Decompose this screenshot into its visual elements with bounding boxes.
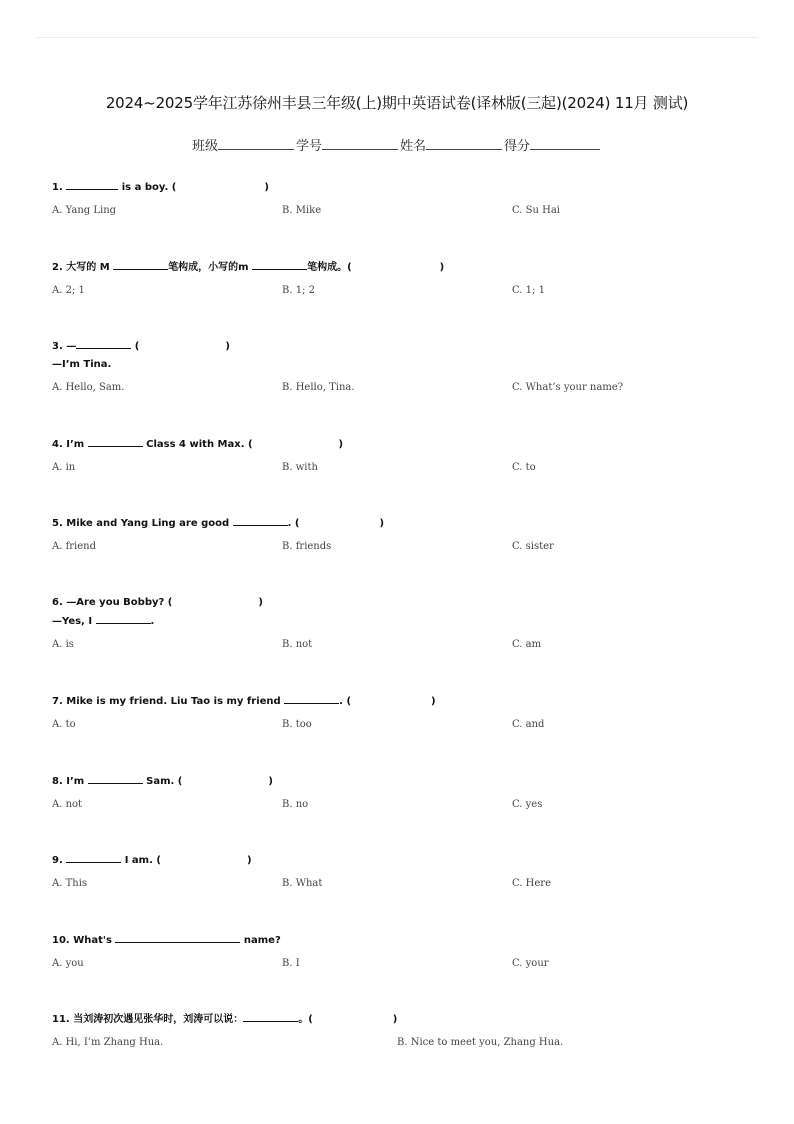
answer-blank[interactable] xyxy=(66,851,121,863)
stem-text: I’m xyxy=(66,776,88,787)
stem-text: — xyxy=(66,341,77,352)
option-b[interactable]: B. with xyxy=(282,462,318,473)
answer-blank[interactable] xyxy=(113,258,168,270)
stem-text: 。( xyxy=(298,1014,313,1025)
question-stem xyxy=(52,1010,752,1029)
stem-text: . ( xyxy=(339,696,352,707)
option-a[interactable]: A. to xyxy=(52,719,76,730)
class-field xyxy=(192,135,296,154)
name-field xyxy=(400,135,504,154)
question-stem xyxy=(52,931,752,950)
option-c[interactable]: C. your xyxy=(512,958,549,969)
answer-blank[interactable] xyxy=(76,337,131,349)
question-3 xyxy=(52,337,752,398)
question-stem-line2: —I’m Tina. xyxy=(52,359,112,370)
name-label: 姓名 xyxy=(400,139,427,154)
answer-blank[interactable] xyxy=(252,258,307,270)
question-11 xyxy=(52,1010,752,1053)
question-9 xyxy=(52,851,752,894)
question-8 xyxy=(52,772,752,815)
option-c[interactable]: C. sister xyxy=(512,541,554,552)
question-2 xyxy=(52,258,752,301)
score-blank[interactable] xyxy=(530,136,600,150)
options xyxy=(52,382,752,398)
question-7 xyxy=(52,692,752,735)
stem-text: . xyxy=(150,616,155,627)
option-b[interactable]: B. Nice to meet you, Zhang Hua. xyxy=(397,1037,564,1048)
answer-blank[interactable] xyxy=(96,612,151,624)
question-number: 1. xyxy=(52,182,63,193)
stem-text: I’m xyxy=(66,439,88,450)
stem-text: 笔构成，小写的m xyxy=(168,262,253,273)
stem-text: I am. ( xyxy=(121,855,161,866)
option-b[interactable]: B. 1; 2 xyxy=(282,285,315,296)
question-10 xyxy=(52,931,752,974)
option-a[interactable]: A. in xyxy=(52,462,76,473)
option-b[interactable]: B. no xyxy=(282,799,309,810)
options xyxy=(52,205,752,221)
stem-text: What's xyxy=(73,935,116,946)
question-1 xyxy=(52,178,752,221)
option-c[interactable]: C. Here xyxy=(512,878,551,889)
stem-text: ( xyxy=(131,341,140,352)
options xyxy=(52,639,752,655)
question-stem xyxy=(52,594,752,612)
options xyxy=(52,878,752,894)
question-number: 11. xyxy=(52,1014,70,1025)
student-info-row xyxy=(0,135,794,154)
stem-text: ) xyxy=(246,855,252,866)
stem-text: 大写的 M xyxy=(66,262,114,273)
question-number: 4. xyxy=(52,439,63,450)
option-c[interactable]: C. Su Hai xyxy=(512,205,561,216)
option-a[interactable]: A. This xyxy=(52,878,88,889)
options xyxy=(52,541,752,557)
stem-text: ) xyxy=(338,439,344,450)
answer-blank[interactable] xyxy=(88,435,143,447)
option-a[interactable]: A. not xyxy=(52,799,83,810)
question-number: 8. xyxy=(52,776,63,787)
options xyxy=(52,1037,752,1053)
option-c[interactable]: C. and xyxy=(512,719,545,730)
question-stem xyxy=(52,337,752,356)
option-b[interactable]: B. not xyxy=(282,639,313,650)
option-c[interactable]: C. to xyxy=(512,462,536,473)
option-a[interactable]: A. friend xyxy=(52,541,97,552)
answer-blank[interactable] xyxy=(284,692,339,704)
stem-text: ) xyxy=(439,262,445,273)
score-label: 得分 xyxy=(504,139,531,154)
option-a[interactable]: A. is xyxy=(52,639,74,650)
question-stem-line2 xyxy=(52,612,752,631)
question-number: 2. xyxy=(52,262,63,273)
question-4 xyxy=(52,435,752,478)
id-label: 学号 xyxy=(295,139,322,154)
stem-text: 当刘涛初次遇见张华时，刘涛可以说： xyxy=(73,1014,244,1025)
option-b[interactable]: B. friends xyxy=(282,541,332,552)
options xyxy=(52,958,752,974)
class-label: 班级 xyxy=(191,139,218,154)
class-blank[interactable] xyxy=(218,136,294,150)
question-stem xyxy=(52,692,752,711)
answer-blank[interactable] xyxy=(66,178,118,190)
option-c[interactable]: C. What’s your name? xyxy=(512,382,624,393)
answer-blank[interactable] xyxy=(88,772,143,784)
id-field xyxy=(296,135,400,154)
option-b[interactable]: B. I xyxy=(282,958,300,969)
question-stem xyxy=(52,435,752,454)
option-b[interactable]: B. Mike xyxy=(282,205,322,216)
stem-text: ) xyxy=(258,597,263,608)
option-c[interactable]: C. yes xyxy=(512,799,543,810)
header-divider xyxy=(36,37,758,38)
stem-text: 笔构成。( xyxy=(307,262,352,273)
options xyxy=(52,462,752,478)
question-stem xyxy=(52,851,752,870)
stem-text: ) xyxy=(264,182,269,193)
stem-text: ) xyxy=(268,776,273,787)
question-number: 3. xyxy=(52,341,63,352)
question-number: 9. xyxy=(52,855,63,866)
name-blank[interactable] xyxy=(426,136,502,150)
options xyxy=(52,285,752,301)
page-title: 2024~2025学年江苏徐州丰县三年级(上)期中英语试卷(译林版(三起)(2024) 11月 测试) xyxy=(105,94,689,112)
stem-text: ) xyxy=(225,341,230,352)
option-b[interactable]: B. Hello, Tina. xyxy=(282,382,355,393)
stem-text: . ( xyxy=(287,518,300,529)
stem-text: Sam. ( xyxy=(142,776,183,787)
question-5 xyxy=(52,514,752,557)
question-stem xyxy=(52,772,752,791)
stem-text: name? xyxy=(240,935,281,946)
option-c[interactable]: C. 1; 1 xyxy=(512,285,545,296)
stem-text: Mike is my friend. Liu Tao is my friend xyxy=(66,696,285,707)
stem-text: —Yes, I xyxy=(52,616,96,627)
stem-text: ) xyxy=(431,696,436,707)
answer-blank[interactable] xyxy=(233,514,288,526)
option-a[interactable]: A. 2; 1 xyxy=(52,285,85,296)
question-number: 7. xyxy=(52,696,63,707)
answer-blank[interactable] xyxy=(115,931,240,943)
option-a[interactable]: A. Hello, Sam. xyxy=(52,382,125,393)
question-number: 10. xyxy=(52,935,70,946)
option-b[interactable]: B. What xyxy=(282,878,323,889)
stem-text: ) xyxy=(379,518,385,529)
id-blank[interactable] xyxy=(322,136,398,150)
option-a[interactable]: A. you xyxy=(52,958,84,969)
question-stem xyxy=(52,178,752,197)
question-stem xyxy=(52,514,752,533)
question-stem xyxy=(52,258,752,277)
stem-text: ) xyxy=(392,1014,398,1025)
score-field xyxy=(504,135,602,154)
stem-text: is a boy. ( xyxy=(118,182,177,193)
question-6 xyxy=(52,594,752,655)
stem-text: Mike and Yang Ling are good xyxy=(66,518,233,529)
options xyxy=(52,799,752,815)
question-number: 6. xyxy=(52,597,63,608)
option-c[interactable]: C. am xyxy=(512,639,542,650)
option-b[interactable]: B. too xyxy=(282,719,312,730)
stem-text: —Are you Bobby? ( xyxy=(66,597,173,608)
stem-text: Class 4 with Max. ( xyxy=(142,439,253,450)
answer-blank[interactable] xyxy=(243,1010,298,1022)
options xyxy=(52,719,752,735)
question-number: 5. xyxy=(52,518,63,529)
option-a[interactable]: A. Hi, I’m Zhang Hua. xyxy=(52,1037,164,1048)
option-a[interactable]: A. Yang Ling xyxy=(52,205,117,216)
